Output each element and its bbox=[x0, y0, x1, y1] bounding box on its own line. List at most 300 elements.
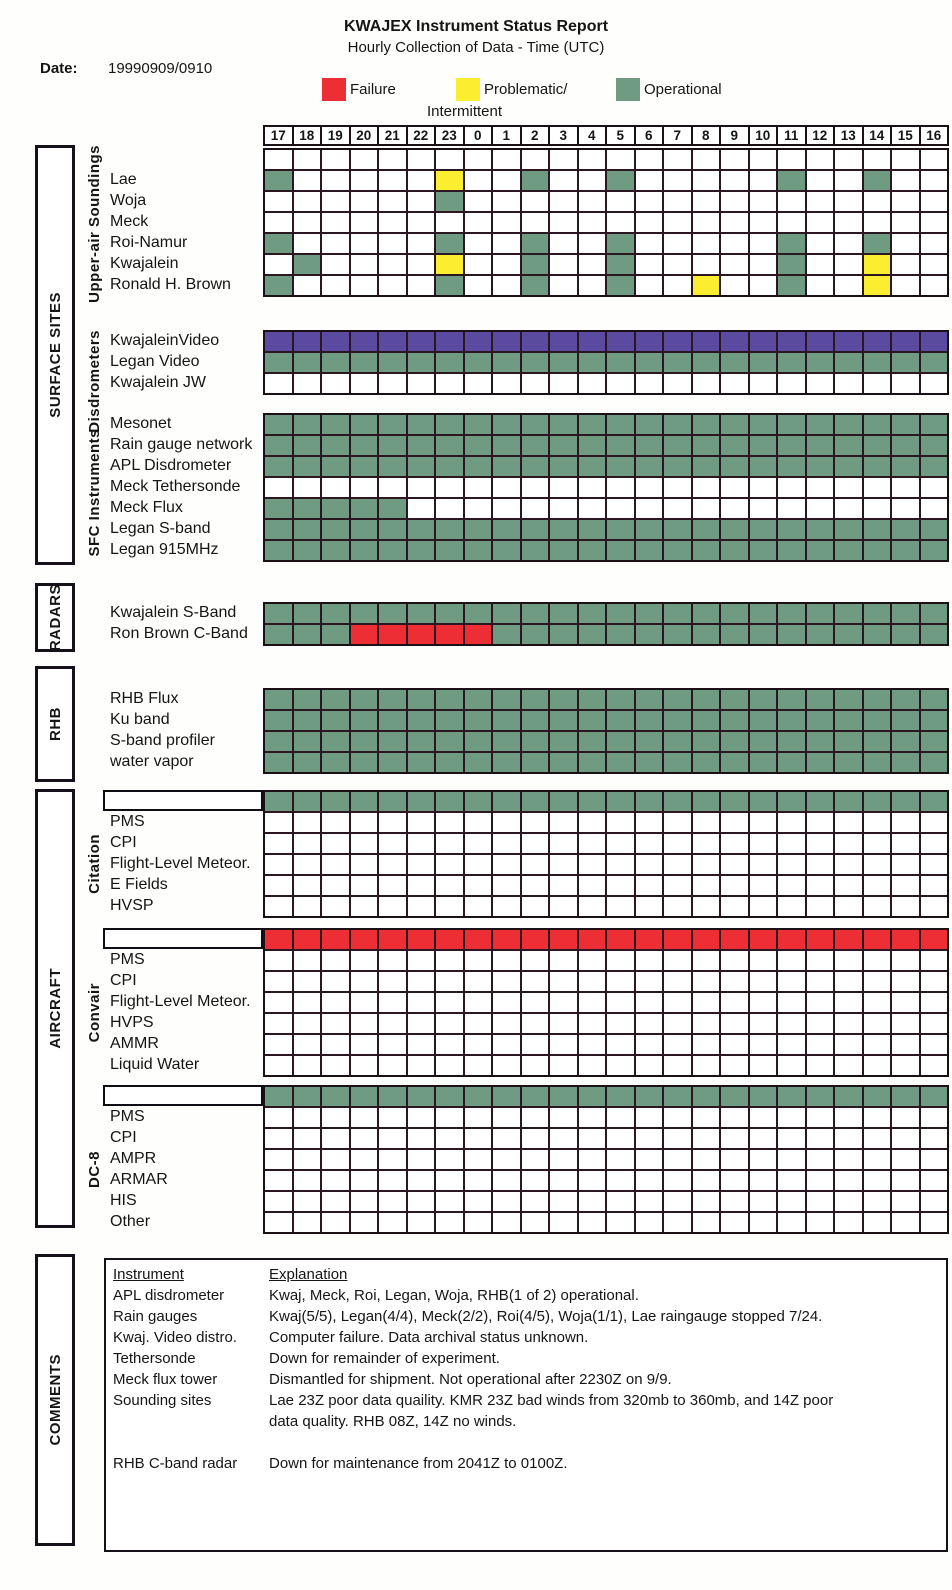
status-cell bbox=[294, 499, 321, 518]
status-cell bbox=[835, 972, 862, 991]
status-cell bbox=[379, 1108, 406, 1127]
status-cell bbox=[408, 732, 435, 751]
status-cell bbox=[721, 732, 748, 751]
status-cell bbox=[864, 1192, 891, 1211]
status-cell bbox=[778, 478, 805, 497]
status-cell bbox=[693, 1035, 720, 1054]
status-cell bbox=[436, 732, 463, 751]
status-cell bbox=[750, 834, 777, 853]
status-cell bbox=[436, 834, 463, 853]
status-cell bbox=[493, 171, 520, 190]
status-cell bbox=[322, 353, 349, 372]
status-cell bbox=[607, 457, 634, 476]
status-cell bbox=[550, 951, 577, 970]
status-cell bbox=[294, 1171, 321, 1190]
status-cell bbox=[892, 1150, 919, 1169]
comment-row bbox=[113, 1369, 938, 1390]
status-cell bbox=[921, 234, 948, 253]
status-cell bbox=[921, 1171, 948, 1190]
status-cell bbox=[436, 213, 463, 232]
status-cell bbox=[664, 234, 691, 253]
status-cell bbox=[778, 1171, 805, 1190]
status-cell bbox=[892, 993, 919, 1012]
hour-label: 13 bbox=[835, 127, 862, 144]
status-cell bbox=[778, 930, 805, 949]
status-cell bbox=[807, 1150, 834, 1169]
status-cell bbox=[835, 276, 862, 295]
status-cell bbox=[835, 625, 862, 644]
status-cell bbox=[522, 930, 549, 949]
status-cell bbox=[750, 951, 777, 970]
status-cell bbox=[465, 234, 492, 253]
status-cell bbox=[864, 1014, 891, 1033]
status-cell bbox=[579, 834, 606, 853]
status-cell bbox=[294, 150, 321, 169]
status-cell bbox=[636, 436, 663, 455]
status-cell bbox=[807, 192, 834, 211]
status-cell bbox=[636, 951, 663, 970]
status-cell bbox=[664, 1129, 691, 1148]
status-cell bbox=[693, 192, 720, 211]
status-cell bbox=[493, 604, 520, 623]
status-cell bbox=[607, 1150, 634, 1169]
status-cell bbox=[864, 1087, 891, 1106]
status-cell bbox=[664, 732, 691, 751]
comments-spacer bbox=[113, 1432, 938, 1453]
status-cell bbox=[807, 1087, 834, 1106]
status-cell bbox=[864, 604, 891, 623]
status-cell bbox=[465, 499, 492, 518]
status-cell bbox=[322, 1087, 349, 1106]
status-cell bbox=[778, 1014, 805, 1033]
status-cell bbox=[693, 876, 720, 895]
row-label bbox=[103, 148, 263, 169]
status-cell bbox=[864, 276, 891, 295]
status-cell bbox=[921, 457, 948, 476]
status-cell bbox=[550, 1056, 577, 1075]
status-cell bbox=[436, 813, 463, 832]
status-cell bbox=[864, 834, 891, 853]
status-cell bbox=[607, 353, 634, 372]
status-cell bbox=[750, 625, 777, 644]
status-cell bbox=[721, 876, 748, 895]
status-cell bbox=[351, 1129, 378, 1148]
status-cell bbox=[493, 1056, 520, 1075]
status-cell bbox=[379, 1171, 406, 1190]
status-cell bbox=[636, 1213, 663, 1232]
status-cell bbox=[807, 276, 834, 295]
status-cell bbox=[408, 813, 435, 832]
status-cell bbox=[522, 993, 549, 1012]
status-cell bbox=[522, 972, 549, 991]
status-cell bbox=[522, 625, 549, 644]
status-cell bbox=[550, 1171, 577, 1190]
row-label: Rain gauge network bbox=[110, 436, 253, 453]
status-cell bbox=[465, 332, 492, 351]
status-cell bbox=[322, 499, 349, 518]
status-cell bbox=[408, 276, 435, 295]
status-cell bbox=[892, 478, 919, 497]
status-cell bbox=[892, 332, 919, 351]
status-cell bbox=[408, 690, 435, 709]
section-label-comments: COMMENTS bbox=[46, 1354, 64, 1446]
status-cell bbox=[265, 1056, 292, 1075]
status-cell bbox=[351, 353, 378, 372]
status-cell bbox=[921, 690, 948, 709]
status-cell bbox=[750, 234, 777, 253]
status-cell bbox=[436, 192, 463, 211]
hour-label: 21 bbox=[379, 127, 406, 144]
status-cell bbox=[864, 213, 891, 232]
status-cell bbox=[636, 1150, 663, 1169]
status-cell bbox=[607, 1171, 634, 1190]
status-cell bbox=[664, 457, 691, 476]
status-cell bbox=[693, 234, 720, 253]
status-cell bbox=[921, 972, 948, 991]
status-cell bbox=[807, 1014, 834, 1033]
status-cell bbox=[522, 457, 549, 476]
status-cell bbox=[750, 930, 777, 949]
status-cell bbox=[636, 255, 663, 274]
status-cell bbox=[721, 457, 748, 476]
status-cell bbox=[351, 415, 378, 434]
hour-label: 18 bbox=[294, 127, 321, 144]
status-cell bbox=[522, 213, 549, 232]
status-cell bbox=[294, 1150, 321, 1169]
comment-row bbox=[113, 1390, 938, 1432]
status-cell bbox=[664, 1056, 691, 1075]
status-cell bbox=[664, 813, 691, 832]
status-cell bbox=[379, 711, 406, 730]
status-cell bbox=[864, 625, 891, 644]
row-label: Woja bbox=[110, 192, 147, 209]
status-cell bbox=[892, 353, 919, 372]
status-cell bbox=[778, 897, 805, 916]
status-cell bbox=[807, 353, 834, 372]
status-cell bbox=[265, 541, 292, 560]
status-cell bbox=[351, 1150, 378, 1169]
status-cell bbox=[807, 255, 834, 274]
citation-grid bbox=[103, 790, 949, 918]
status-cell bbox=[322, 374, 349, 393]
status-cell bbox=[721, 415, 748, 434]
status-cell bbox=[636, 1129, 663, 1148]
status-cell bbox=[607, 876, 634, 895]
status-cell bbox=[522, 1035, 549, 1054]
status-cell bbox=[693, 374, 720, 393]
status-cell bbox=[921, 855, 948, 874]
status-cell bbox=[351, 541, 378, 560]
status-cell bbox=[693, 478, 720, 497]
status-cell bbox=[379, 855, 406, 874]
status-cell bbox=[294, 478, 321, 497]
status-cell bbox=[693, 753, 720, 772]
status-cell bbox=[636, 690, 663, 709]
status-cell bbox=[322, 255, 349, 274]
status-cell bbox=[835, 1129, 862, 1148]
status-cell bbox=[664, 276, 691, 295]
status-cell bbox=[465, 690, 492, 709]
status-cell bbox=[579, 876, 606, 895]
status-cell bbox=[778, 711, 805, 730]
status-cell bbox=[579, 1014, 606, 1033]
status-cell bbox=[436, 415, 463, 434]
status-cell bbox=[607, 255, 634, 274]
status-cell bbox=[721, 436, 748, 455]
status-cell bbox=[807, 792, 834, 811]
status-cell bbox=[408, 353, 435, 372]
status-cell bbox=[693, 1129, 720, 1148]
status-cell bbox=[750, 499, 777, 518]
hour-label: 6 bbox=[636, 127, 663, 144]
status-cell bbox=[294, 415, 321, 434]
status-cell bbox=[636, 897, 663, 916]
status-cell bbox=[921, 1108, 948, 1127]
status-cell bbox=[664, 499, 691, 518]
status-cell bbox=[807, 1108, 834, 1127]
status-cell bbox=[607, 234, 634, 253]
status-cell bbox=[835, 192, 862, 211]
status-cell bbox=[294, 604, 321, 623]
status-cell bbox=[265, 150, 292, 169]
section-box-comments bbox=[35, 1254, 75, 1546]
status-cell bbox=[579, 1035, 606, 1054]
status-cell bbox=[921, 813, 948, 832]
status-cell bbox=[721, 520, 748, 539]
comment-instrument: Sounding sites bbox=[113, 1392, 212, 1409]
status-cell bbox=[294, 436, 321, 455]
status-cell bbox=[265, 753, 292, 772]
status-cell bbox=[750, 876, 777, 895]
status-cell bbox=[807, 213, 834, 232]
status-cell bbox=[579, 457, 606, 476]
status-cell bbox=[693, 897, 720, 916]
status-cell bbox=[892, 192, 919, 211]
status-cell bbox=[607, 499, 634, 518]
status-cell bbox=[864, 520, 891, 539]
status-cell bbox=[493, 1192, 520, 1211]
comment-instrument: Kwaj. Video distro. bbox=[113, 1329, 237, 1346]
row-label: Meck Flux bbox=[110, 499, 183, 516]
status-cell bbox=[921, 499, 948, 518]
hour-label: 3 bbox=[550, 127, 577, 144]
status-cell bbox=[750, 1192, 777, 1211]
status-cell bbox=[436, 876, 463, 895]
status-cell bbox=[408, 897, 435, 916]
comment-instrument: Tethersonde bbox=[113, 1350, 196, 1367]
status-cell bbox=[750, 711, 777, 730]
status-cell bbox=[864, 993, 891, 1012]
status-cell bbox=[465, 855, 492, 874]
status-cell bbox=[579, 993, 606, 1012]
status-cell bbox=[550, 711, 577, 730]
legend-operational-swatch bbox=[616, 78, 640, 101]
status-cell bbox=[721, 1087, 748, 1106]
status-cell bbox=[522, 1129, 549, 1148]
status-cell bbox=[379, 171, 406, 190]
status-cell bbox=[550, 1213, 577, 1232]
status-cell bbox=[265, 834, 292, 853]
comment-explanation: Computer failure. Data archival status unknown. bbox=[269, 1329, 589, 1346]
status-cell bbox=[807, 1035, 834, 1054]
status-cell bbox=[721, 604, 748, 623]
status-cell bbox=[721, 276, 748, 295]
row-label: Mesonet bbox=[110, 415, 172, 432]
status-cell bbox=[265, 1213, 292, 1232]
status-cell bbox=[522, 1108, 549, 1127]
status-cell bbox=[807, 813, 834, 832]
comment-instrument: Meck flux tower bbox=[113, 1371, 218, 1388]
status-cell bbox=[550, 604, 577, 623]
status-cell bbox=[864, 813, 891, 832]
status-cell bbox=[607, 792, 634, 811]
status-cell bbox=[351, 1192, 378, 1211]
status-cell bbox=[294, 353, 321, 372]
status-cell bbox=[322, 1014, 349, 1033]
status-cell bbox=[607, 1087, 634, 1106]
row-label: Legan S-band bbox=[110, 520, 211, 537]
status-cell bbox=[864, 753, 891, 772]
status-cell bbox=[522, 690, 549, 709]
status-cell bbox=[465, 993, 492, 1012]
status-cell bbox=[379, 332, 406, 351]
row-label: HVPS bbox=[110, 1014, 154, 1031]
status-cell bbox=[465, 150, 492, 169]
status-cell bbox=[892, 1087, 919, 1106]
status-cell bbox=[921, 478, 948, 497]
row-label: PMS bbox=[110, 951, 145, 968]
status-cell bbox=[921, 834, 948, 853]
status-cell bbox=[436, 1035, 463, 1054]
status-cell bbox=[721, 499, 748, 518]
status-cell bbox=[835, 1150, 862, 1169]
status-cell bbox=[750, 457, 777, 476]
status-cell bbox=[807, 1171, 834, 1190]
status-cell bbox=[493, 834, 520, 853]
status-cell bbox=[294, 276, 321, 295]
status-cell bbox=[294, 457, 321, 476]
row-label: Liquid Water bbox=[110, 1056, 200, 1073]
status-cell bbox=[322, 1213, 349, 1232]
status-cell bbox=[607, 171, 634, 190]
comment-explanation: Down for remainder of experiment. bbox=[269, 1350, 500, 1367]
status-cell bbox=[721, 855, 748, 874]
status-cell bbox=[778, 436, 805, 455]
status-cell bbox=[864, 1171, 891, 1190]
status-cell bbox=[921, 150, 948, 169]
status-cell bbox=[579, 1108, 606, 1127]
status-cell bbox=[579, 353, 606, 372]
status-cell bbox=[636, 332, 663, 351]
status-cell bbox=[408, 711, 435, 730]
status-cell bbox=[579, 1192, 606, 1211]
status-cell bbox=[493, 234, 520, 253]
status-cell bbox=[379, 993, 406, 1012]
status-cell bbox=[265, 520, 292, 539]
status-cell bbox=[550, 374, 577, 393]
status-cell bbox=[379, 897, 406, 916]
status-cell bbox=[294, 993, 321, 1012]
status-cell bbox=[465, 876, 492, 895]
row-label: Other bbox=[110, 1213, 151, 1230]
status-cell bbox=[550, 625, 577, 644]
status-cell bbox=[408, 604, 435, 623]
status-cell bbox=[465, 415, 492, 434]
section-label-surface-sites: SURFACE SITES bbox=[46, 292, 64, 418]
status-cell bbox=[664, 1192, 691, 1211]
hour-label: 12 bbox=[807, 127, 834, 144]
status-cell bbox=[721, 813, 748, 832]
status-cell bbox=[294, 930, 321, 949]
status-cell bbox=[294, 1192, 321, 1211]
status-cell bbox=[408, 478, 435, 497]
status-cell bbox=[721, 951, 748, 970]
row-label: S-band profiler bbox=[110, 732, 215, 749]
status-cell bbox=[807, 753, 834, 772]
status-cell bbox=[778, 234, 805, 253]
status-cell bbox=[636, 711, 663, 730]
status-cell bbox=[379, 213, 406, 232]
status-cell bbox=[522, 192, 549, 211]
status-cell bbox=[408, 541, 435, 560]
status-cell bbox=[493, 353, 520, 372]
status-cell bbox=[636, 1056, 663, 1075]
status-cell bbox=[436, 1108, 463, 1127]
status-cell bbox=[607, 1108, 634, 1127]
status-cell bbox=[265, 192, 292, 211]
status-cell bbox=[607, 690, 634, 709]
status-cell bbox=[892, 1192, 919, 1211]
status-cell bbox=[550, 834, 577, 853]
status-cell bbox=[436, 374, 463, 393]
status-cell bbox=[778, 972, 805, 991]
status-cell bbox=[807, 834, 834, 853]
status-cell bbox=[721, 171, 748, 190]
status-cell bbox=[294, 541, 321, 560]
status-cell bbox=[550, 792, 577, 811]
status-cell bbox=[550, 353, 577, 372]
date-label: Date: bbox=[40, 60, 78, 77]
status-cell bbox=[579, 192, 606, 211]
row-label: Flight-Level Meteor. bbox=[110, 993, 251, 1010]
status-cell bbox=[664, 213, 691, 232]
status-cell bbox=[550, 436, 577, 455]
status-cell bbox=[607, 993, 634, 1012]
status-cell bbox=[522, 171, 549, 190]
status-cell bbox=[835, 478, 862, 497]
status-cell bbox=[493, 855, 520, 874]
status-cell bbox=[379, 972, 406, 991]
status-cell bbox=[265, 499, 292, 518]
status-cell bbox=[294, 520, 321, 539]
status-cell bbox=[493, 930, 520, 949]
status-cell bbox=[522, 792, 549, 811]
status-cell bbox=[607, 1129, 634, 1148]
status-cell bbox=[778, 876, 805, 895]
status-cell bbox=[493, 520, 520, 539]
status-cell bbox=[294, 855, 321, 874]
status-cell bbox=[892, 1014, 919, 1033]
status-cell bbox=[322, 150, 349, 169]
status-cell bbox=[294, 897, 321, 916]
status-cell bbox=[351, 150, 378, 169]
row-label: Meck bbox=[110, 213, 149, 230]
status-cell bbox=[351, 1014, 378, 1033]
status-cell bbox=[579, 604, 606, 623]
status-cell bbox=[835, 690, 862, 709]
status-cell bbox=[750, 353, 777, 372]
status-cell bbox=[408, 1129, 435, 1148]
